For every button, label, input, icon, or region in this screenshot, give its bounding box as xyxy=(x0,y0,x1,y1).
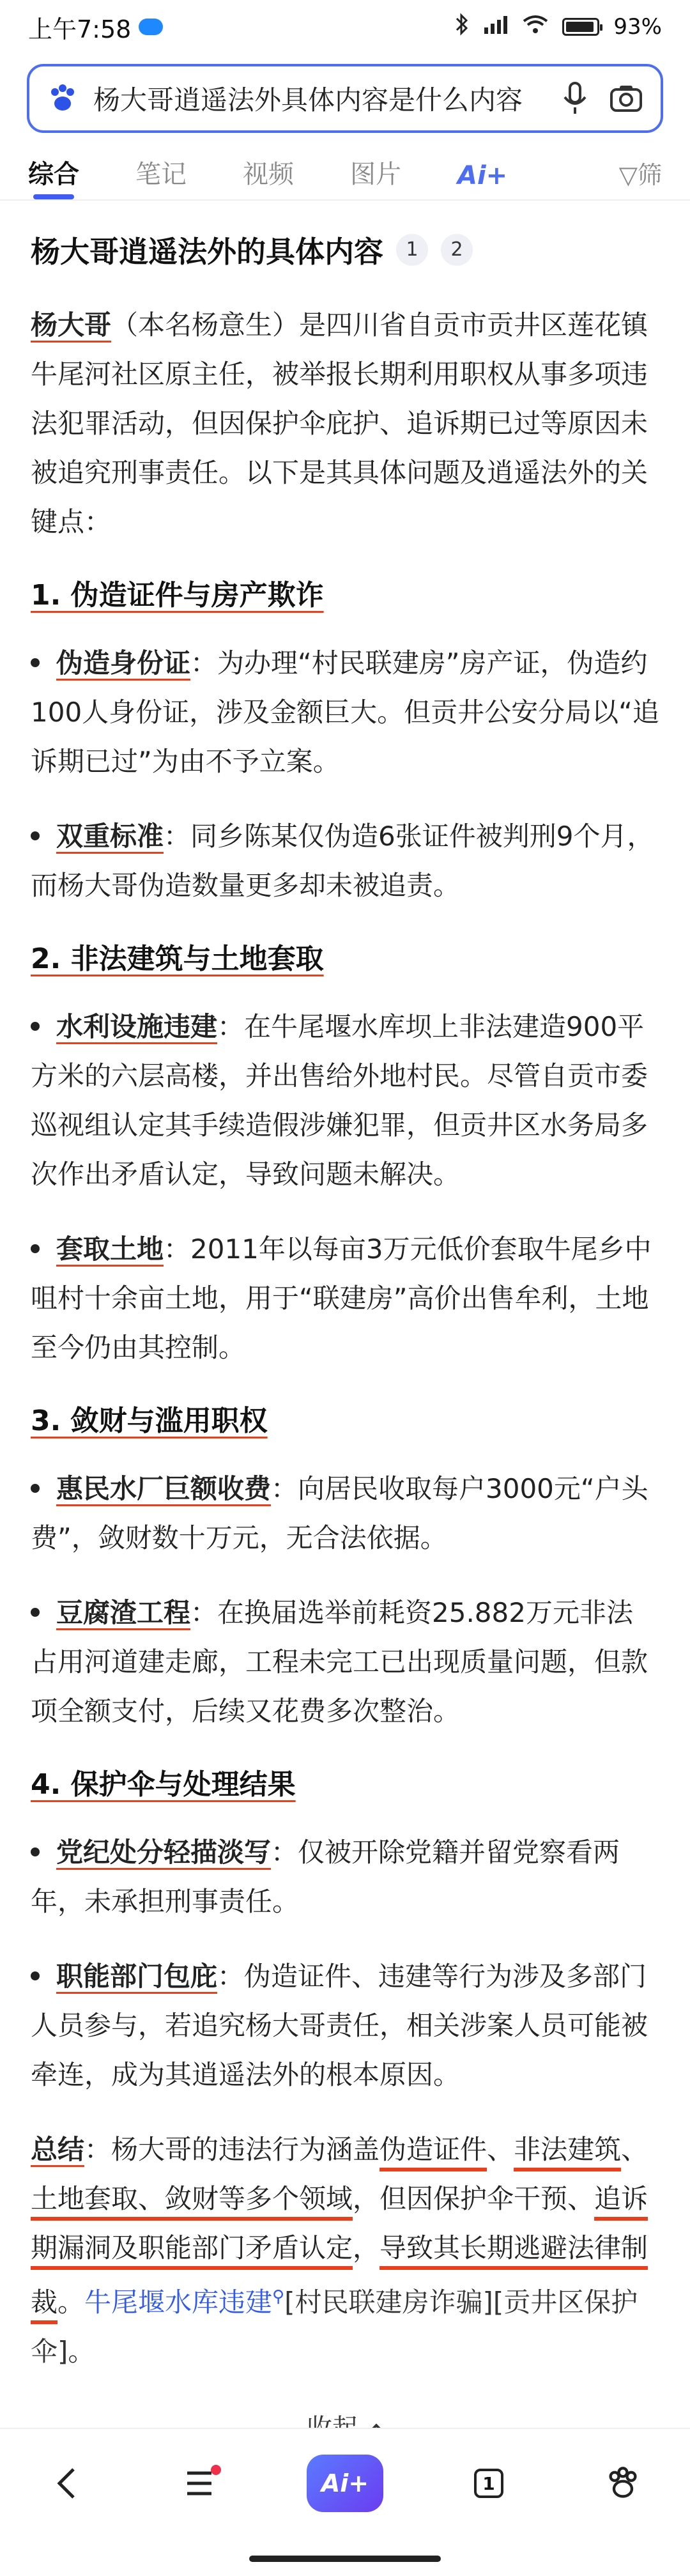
filter-label: 筛 xyxy=(637,161,662,189)
section-heading: 3. 敛财与滥用职权 xyxy=(31,1405,268,1437)
item-text: ：2011年以每亩3万元低价套取牛尾乡中咀村十余亩土地，用于“联建房”高价出售牟利，土地至今仍由其控制。 xyxy=(31,1233,652,1363)
item-text: ：伪造证件、违建等行为涉及多部门人员参与，若追究杨大哥责任，相关涉案人员可能被牵连，成为其逍遥法外的根本原因。 xyxy=(31,1961,648,2090)
tab-count: 1 xyxy=(474,2469,503,2498)
summary-highlight: 导致其长期逃避法律制裁 xyxy=(31,2232,648,2318)
ai-answer xyxy=(0,229,690,2444)
summary-highlight: 追诉期漏洞及职能部门矛盾认定 xyxy=(31,2183,648,2264)
intro-name: 杨大哥 xyxy=(31,309,112,341)
summary-highlight: 伪造证件 xyxy=(379,2134,487,2165)
summary-text: 、 xyxy=(487,2134,514,2165)
bullet-dot xyxy=(31,1244,40,1253)
search-query[interactable]: 杨大哥逍遥法外具体内容是什么内容 xyxy=(93,84,523,116)
list-item xyxy=(31,1002,659,1199)
result-tabs xyxy=(0,133,690,199)
bullet-dot xyxy=(31,1608,40,1617)
status-bar xyxy=(0,0,690,54)
item-term: 水利设施违建 xyxy=(56,1011,218,1042)
list-item xyxy=(31,1224,659,1372)
search-box[interactable] xyxy=(27,64,663,133)
tab-all[interactable]: 综合 xyxy=(28,154,79,199)
item-text: ：为办理“村民联建房”房产证，伪造约100人身份证，涉及金额巨大。但贡井公安分局以“追诉期已过”为由不予立案。 xyxy=(31,647,659,777)
summary-label: 总结 xyxy=(31,2134,85,2165)
tab-ai[interactable]: Ai+ xyxy=(457,161,508,190)
back-button[interactable] xyxy=(38,2455,96,2512)
section-heading: 1. 伪造证件与房产欺诈 xyxy=(31,579,324,612)
answer-title xyxy=(31,229,659,271)
home-indicator xyxy=(249,2556,441,2562)
search-small-icon[interactable]: ⚲ xyxy=(272,2287,285,2306)
summary-text: ：杨大哥的违法行为涵盖 xyxy=(84,2134,380,2165)
item-term: 伪造身份证 xyxy=(56,647,191,679)
signal-icon xyxy=(483,14,509,40)
item-term: 豆腐渣工程 xyxy=(56,1597,191,1628)
citation-1[interactable]: 1 xyxy=(396,234,428,266)
battery-percent: 93% xyxy=(613,14,662,40)
related-link[interactable]: 牛尾堰水库违建 xyxy=(84,2287,273,2318)
bullet-dot xyxy=(31,1971,40,1980)
item-text: ：在换届选举前耗资25.882万元非法占用河道建走廊，工程未完工已出现质量问题，但款项全额支付，后续又花费多次整治。 xyxy=(31,1597,648,1727)
battery-icon xyxy=(562,18,599,36)
cloud-icon xyxy=(139,19,163,35)
bullet-dot xyxy=(31,1022,40,1031)
tab-images[interactable]: 图片 xyxy=(350,160,401,189)
citation-2[interactable]: 2 xyxy=(441,234,473,266)
divider xyxy=(0,199,690,201)
list-item xyxy=(31,1464,659,1562)
item-text: ：向居民收取每户3000元“户头费”，敛财数十万元，无合法依据。 xyxy=(31,1473,648,1554)
bullet-dot xyxy=(31,658,40,667)
section-heading: 4. 保护伞与处理结果 xyxy=(31,1768,296,1801)
menu-button[interactable] xyxy=(172,2455,230,2512)
intro-text: （本名杨意生）是四川省自贡市贡井区莲花镇牛尾河社区原主任，被举报长期利用职权从事多项违法犯罪活动，但因保护伞庇护、追诉期已过等原因未被追究刑事责任。以下是其具体问题及逍遥法外的关键点： xyxy=(31,309,648,537)
tab-filter[interactable] xyxy=(619,155,662,199)
list-item xyxy=(31,638,659,786)
bullet-dot xyxy=(31,1484,40,1493)
item-text: ：在牛尾堰水库坝上非法建造900平方米的六层高楼，并出售给外地村民。尽管自贡市委巡视组认定其手续造假涉嫌犯罪，但贡井区水务局多次作出矛盾认定，导致问题未解决。 xyxy=(31,1011,648,1190)
camera-icon[interactable] xyxy=(608,81,644,116)
summary-highlight: 土地套取、敛财等多个领域 xyxy=(31,2183,353,2214)
bluetooth-icon xyxy=(455,13,469,42)
related-tags[interactable]: [村民联建房诈骗][贡井区保护伞] xyxy=(31,2287,638,2367)
summary-highlight: 非法建筑 xyxy=(514,2134,622,2165)
list-item xyxy=(31,1828,659,1926)
notification-dot xyxy=(211,2465,221,2475)
home-button[interactable] xyxy=(594,2455,652,2512)
summary-text: 。 xyxy=(57,2287,85,2318)
status-time: 上午7:58 xyxy=(28,15,132,43)
summary-text: 、 xyxy=(621,2134,648,2165)
item-term: 惠民水厂巨额收费 xyxy=(56,1473,272,1504)
bullet-dot xyxy=(31,1847,40,1856)
baidu-paw-icon xyxy=(605,2465,641,2501)
summary-text: ， xyxy=(353,2232,380,2264)
baidu-paw-icon xyxy=(46,82,79,115)
intro-paragraph xyxy=(31,300,659,546)
tabs-button[interactable] xyxy=(460,2455,518,2512)
answer-title-text: 杨大哥逍遥法外的具体内容 xyxy=(31,235,383,269)
wifi-icon xyxy=(523,14,548,40)
item-text: ：同乡陈某仅伪造6张证件被判刑9个月，而杨大哥伪造数量更多却未被追责。 xyxy=(31,821,654,901)
summary-text: 。 xyxy=(68,2336,95,2367)
bottom-nav xyxy=(0,2428,690,2576)
back-arrow-icon xyxy=(54,2465,80,2501)
item-text: ：仅被开除党籍并留党察看两年，未承担刑事责任。 xyxy=(31,1837,620,1917)
filter-icon: ▽ xyxy=(618,161,638,189)
item-term: 套取土地 xyxy=(56,1233,164,1265)
menu-icon xyxy=(186,2471,217,2496)
tab-notes[interactable]: 笔记 xyxy=(135,160,187,189)
item-term: 职能部门包庇 xyxy=(56,1961,218,1992)
summary-text: ，但因保护伞干预、 xyxy=(353,2183,595,2214)
item-term: 党纪处分轻描淡写 xyxy=(56,1837,272,1868)
microphone-icon[interactable] xyxy=(557,81,593,116)
summary-paragraph xyxy=(31,2125,659,2376)
item-term: 双重标准 xyxy=(56,821,164,852)
list-item xyxy=(31,812,659,910)
ai-assistant-button[interactable]: Ai+ xyxy=(307,2455,383,2512)
list-item xyxy=(31,1588,659,1736)
tab-videos[interactable]: 视频 xyxy=(243,160,294,189)
list-item xyxy=(31,1952,659,2099)
bullet-dot xyxy=(31,831,40,840)
section-heading: 2. 非法建筑与土地套取 xyxy=(31,943,324,975)
